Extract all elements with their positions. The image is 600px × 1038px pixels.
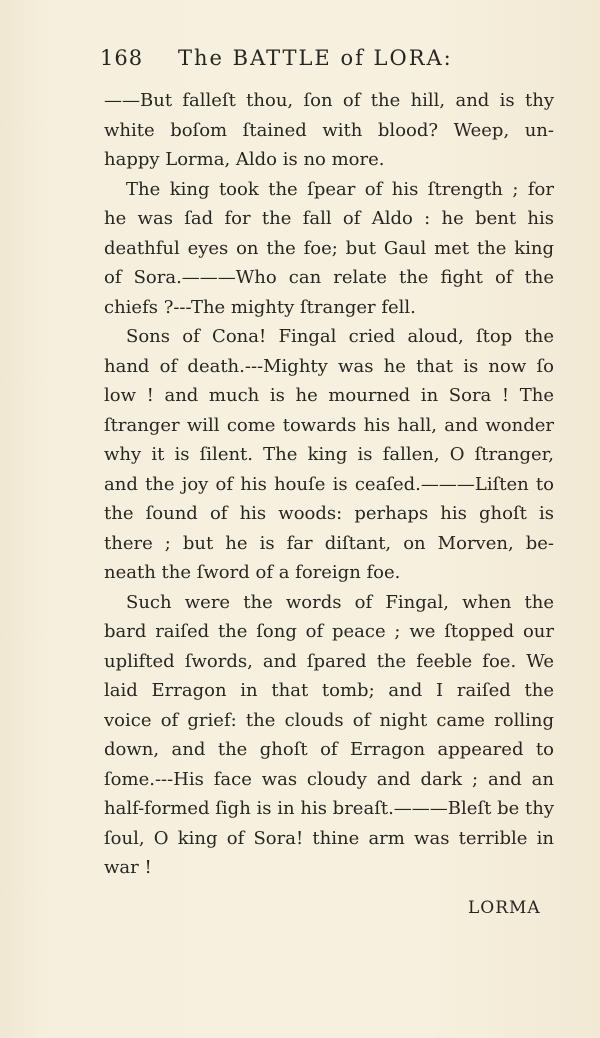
text-line: down, and the ghoſt of Erragon appeared to: [104, 739, 554, 760]
text-line: and the joy of his houſe is ceaſed.———Liſten to: [104, 473, 554, 495]
text-line: ſoul, O king of Sora! thine arm was terrible in: [104, 827, 554, 849]
page-number: 168: [100, 46, 144, 70]
text-line: he was ſad for the fall of Aldo : he bent his: [104, 208, 554, 229]
text-line: there ; but he is far diſtant, on Morven, be-: [104, 532, 554, 554]
catchword: LORMA: [468, 898, 541, 918]
text-line: uplifted ſwords, and ſpared the feeble foe. We: [104, 650, 554, 672]
text-line: war !: [104, 857, 152, 878]
text-line: Sons of Cona! Fingal cried aloud, ſtop the: [126, 326, 554, 347]
text-line: the ſound of his woods: perhaps his ghoſt is: [104, 503, 554, 524]
text-line: deathful eyes on the foe; but Gaul met the king: [104, 237, 554, 259]
running-title: The BATTLE of LORA:: [178, 46, 453, 70]
text-line: The king took the ſpear of his ſtrength ; for: [126, 178, 554, 200]
text-line: Such were the words of Fingal, when the: [126, 591, 554, 613]
body-text: [104, 86, 554, 883]
text-line: chiefs ?---The mighty ſtranger fell.: [104, 296, 416, 318]
page-header: [100, 44, 560, 84]
text-line: ſome.---His face was cloudy and dark ; and an: [104, 768, 554, 790]
text-line: white boſom ſtained with blood? Weep, un-: [104, 119, 554, 141]
text-line: ——But falleſt thou, ſon of the hill, and is thy: [104, 90, 554, 111]
text-line: half-formed ſigh is in his breaſt.———Bleſt be thy: [104, 798, 554, 819]
text-line: low ! and much is he mourned in Sora ! The: [104, 385, 554, 406]
text-line: ſtranger will come towards his hall, and wonder: [104, 414, 554, 436]
text-line: laid Erragon in that tomb; and I raiſed the: [104, 680, 554, 701]
text-line: why it is ſilent. The king is fallen, O ſtranger,: [104, 444, 554, 465]
text-line: of Sora.———Who can relate the fight of the: [104, 267, 554, 288]
text-line: happy Lorma, Aldo is no more.: [104, 149, 385, 170]
text-line: hand of death.---Mighty was he that is now ſo: [104, 355, 554, 377]
text-line: voice of grief: the clouds of night came rolling: [104, 709, 554, 731]
text-line: neath the ſword of a foreign foe.: [104, 562, 401, 583]
text-line: bard raiſed the ſong of peace ; we ſtopped our: [104, 621, 554, 642]
